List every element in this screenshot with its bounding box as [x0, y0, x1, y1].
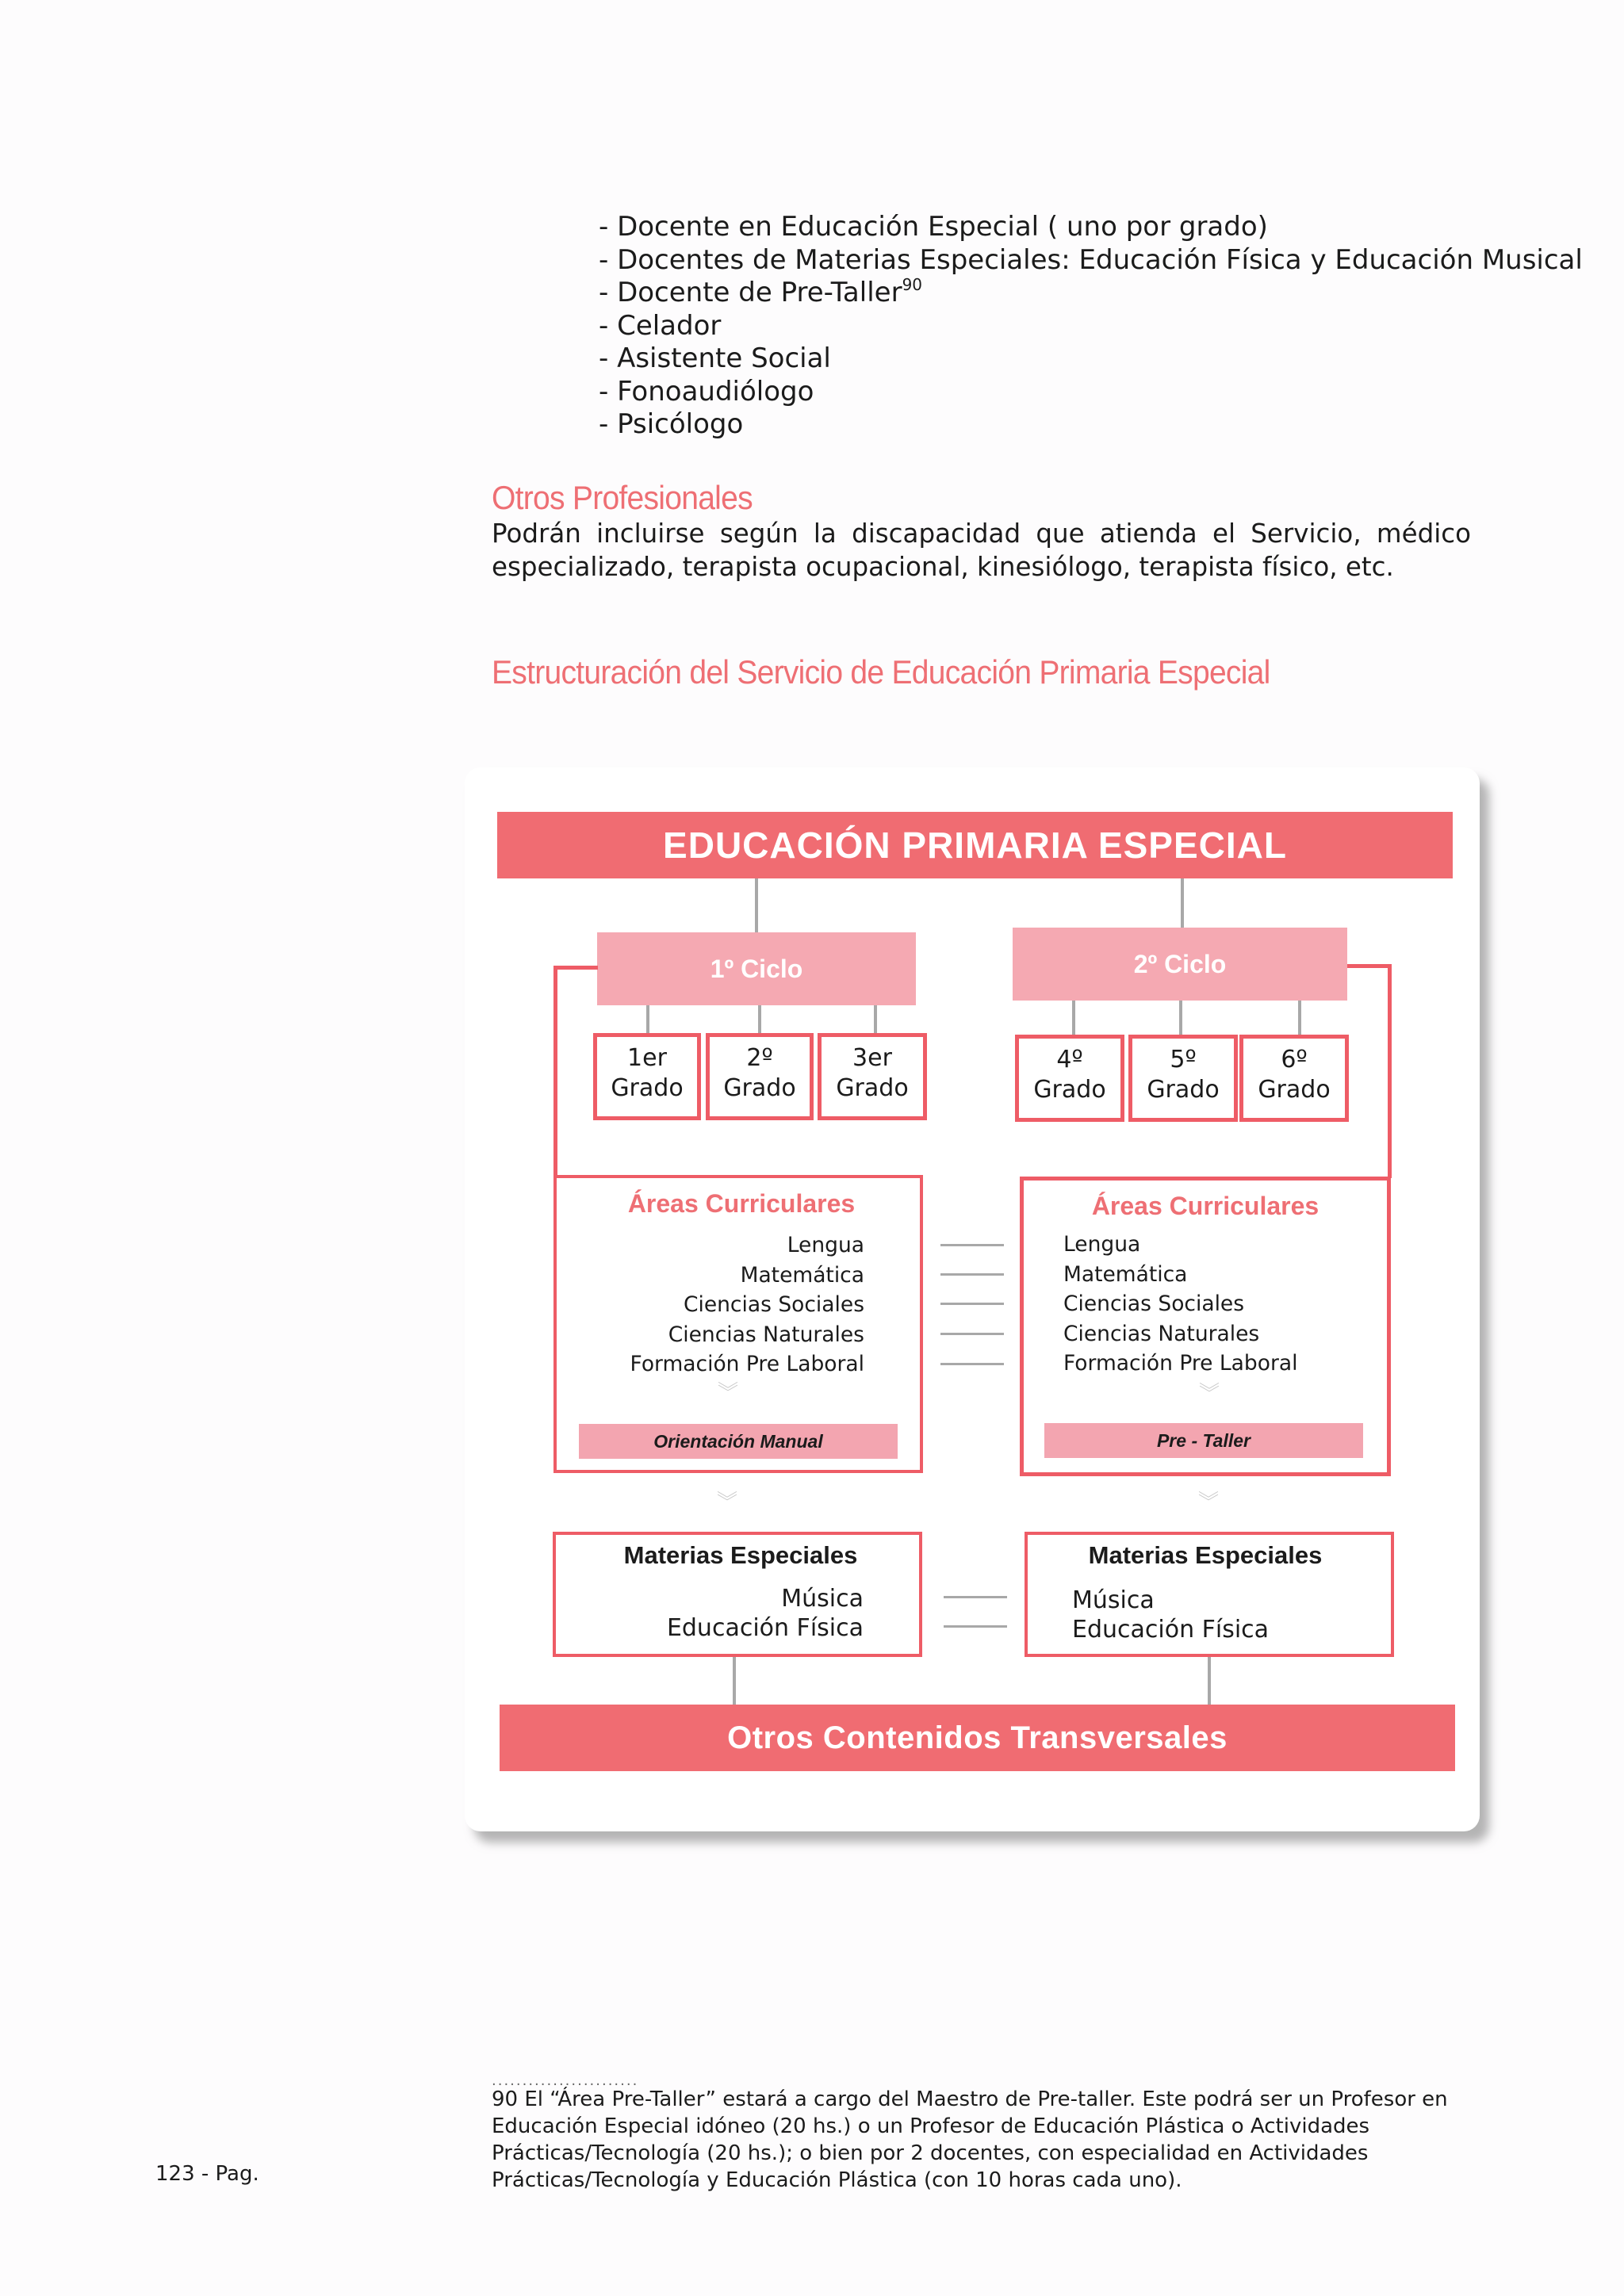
materia-item: Educación Física: [1072, 1616, 1270, 1644]
diagram-title-banner: EDUCACIÓN PRIMARIA ESPECIAL: [497, 812, 1453, 878]
area-item: Lengua: [787, 1233, 864, 1257]
section-heading-estructuracion: Estructuración del Servicio de Educación Primaria Especial: [492, 653, 1270, 691]
areas-list: [557, 1230, 864, 1380]
staff-item-text: - Docente de Pre-Taller: [599, 277, 902, 308]
areas-curriculares-box-ciclo-1: [553, 1175, 923, 1473]
footnote-separator: ........................: [492, 2072, 639, 2089]
bracket-line: [1388, 964, 1392, 1178]
area-item: Matemática: [740, 1262, 864, 1288]
area-item: Formación Pre Laboral: [630, 1352, 864, 1376]
area-item: Lengua: [1063, 1232, 1141, 1257]
materias-list: [556, 1584, 864, 1643]
staff-item: [599, 277, 1583, 310]
page-number: 123 - Pag.: [155, 2162, 259, 2186]
staff-list: [599, 211, 1583, 442]
materias-especiales-title: Materias Especiales: [1088, 1541, 1323, 1569]
connector-line: [1179, 1001, 1182, 1036]
grado-label: Grado: [836, 1074, 909, 1102]
grado-number: 3er: [852, 1044, 892, 1072]
grado-label: Grado: [1258, 1076, 1331, 1104]
materias-especiales-box-ciclo-2: [1025, 1532, 1394, 1657]
equivalence-line: [940, 1303, 1004, 1305]
areas-list: [1063, 1230, 1297, 1379]
area-item: Ciencias Naturales: [1063, 1321, 1260, 1346]
grado-label: Grado: [1033, 1076, 1106, 1104]
grado-box: [706, 1033, 814, 1120]
ciclo-1-header: 1º Ciclo: [597, 932, 916, 1005]
area-item: Matemática: [1063, 1261, 1188, 1287]
chevron-down-icon: ︾: [1197, 1490, 1219, 1514]
materia-item: Música: [781, 1585, 864, 1613]
connector-line: [1181, 878, 1184, 928]
area-item: Ciencias Naturales: [668, 1322, 864, 1347]
grado-box: [818, 1033, 927, 1120]
footnote-text: 90 El “Área Pre-Taller” estará a cargo del Maestro de Pre-taller. Este podrá ser un Profesor en Educación Especial idóneo (20 hs.) o un Profesor de Educación Plástica o Actividades Prácticas/Tecnología (20 hs.); o bien por 2 docentes, con especialidad en Actividades Prácticas/Tecnología y Educación Plástica (con 10 horas cada uno).: [492, 2087, 1448, 2192]
grado-number: 6º: [1281, 1046, 1308, 1073]
staff-item: - Fonoaudiólogo: [599, 375, 814, 408]
equivalence-line: [944, 1625, 1007, 1628]
equivalence-line: [940, 1244, 1004, 1246]
equivalence-line: [944, 1596, 1007, 1598]
footnote-ref[interactable]: 90: [902, 275, 923, 294]
staff-item: - Docente en Educación Especial ( uno por grado): [599, 211, 1268, 243]
materia-item: Educación Física: [666, 1614, 864, 1642]
area-item: Ciencias Sociales: [1063, 1292, 1245, 1316]
connector-line: [755, 878, 758, 932]
equivalence-line: [940, 1273, 1004, 1276]
grado-box: [593, 1033, 701, 1120]
section-heading-otros-profesionales: Otros Profesionales: [492, 479, 753, 516]
grado-number: 2º: [746, 1044, 773, 1072]
grado-label: Grado: [723, 1074, 796, 1102]
staff-item: - Celador: [599, 309, 722, 342]
chevron-down-icon: ︾: [1198, 1382, 1220, 1406]
grado-number: 5º: [1170, 1046, 1197, 1073]
connector-line: [1072, 1001, 1075, 1036]
orientacion-manual-bar: Orientación Manual: [579, 1424, 898, 1459]
grado-label: Grado: [611, 1074, 684, 1102]
grado-box: [1128, 1035, 1238, 1122]
grado-label: Grado: [1147, 1076, 1220, 1104]
areas-curriculares-title: Áreas Curriculares: [627, 1189, 856, 1218]
grado-number: 4º: [1056, 1046, 1083, 1073]
connector-line: [758, 1005, 761, 1035]
chevron-down-icon: ︾: [716, 1490, 737, 1514]
materias-especiales-title: Materias Especiales: [623, 1541, 858, 1569]
connector-line: [1208, 1657, 1211, 1705]
connector-line: [646, 1005, 649, 1035]
connector-line: [1298, 1001, 1301, 1036]
area-item: Formación Pre Laboral: [1063, 1351, 1298, 1376]
materias-especiales-box-ciclo-1: [553, 1532, 922, 1657]
grado-box: [1239, 1035, 1349, 1122]
areas-curriculares-box-ciclo-2: [1020, 1177, 1391, 1476]
materias-list: [1072, 1586, 1269, 1644]
staff-item: - Asistente Social: [599, 342, 831, 374]
otros-contenidos-banner: Otros Contenidos Transversales: [500, 1705, 1455, 1771]
connector-line: [874, 1005, 877, 1035]
grado-number: 1er: [627, 1044, 667, 1072]
equivalence-line: [940, 1363, 1004, 1365]
bracket-line: [1347, 964, 1392, 968]
chevron-down-icon: ︾: [717, 1381, 738, 1405]
grado-box: [1015, 1035, 1124, 1122]
staff-item: - Docentes de Materias Especiales: Educación Física y Educación Musical: [599, 243, 1583, 276]
materia-item: Música: [1072, 1586, 1155, 1614]
ciclo-2-header: 2º Ciclo: [1013, 928, 1347, 1001]
areas-curriculares-title: Áreas Curriculares: [1091, 1192, 1320, 1220]
equivalence-line: [940, 1333, 1004, 1335]
otros-profesionales-text: Podrán incluirse según la discapacidad que atienda el Servicio, médico especializado, terapista ocupacional, kinesiólogo, terapista físico, etc.: [492, 519, 1471, 582]
area-item: Ciencias Sociales: [683, 1292, 864, 1317]
bracket-line: [553, 966, 598, 970]
connector-line: [733, 1657, 736, 1705]
pre-taller-bar: Pre - Taller: [1044, 1423, 1363, 1458]
staff-item: - Psicólogo: [599, 408, 744, 440]
